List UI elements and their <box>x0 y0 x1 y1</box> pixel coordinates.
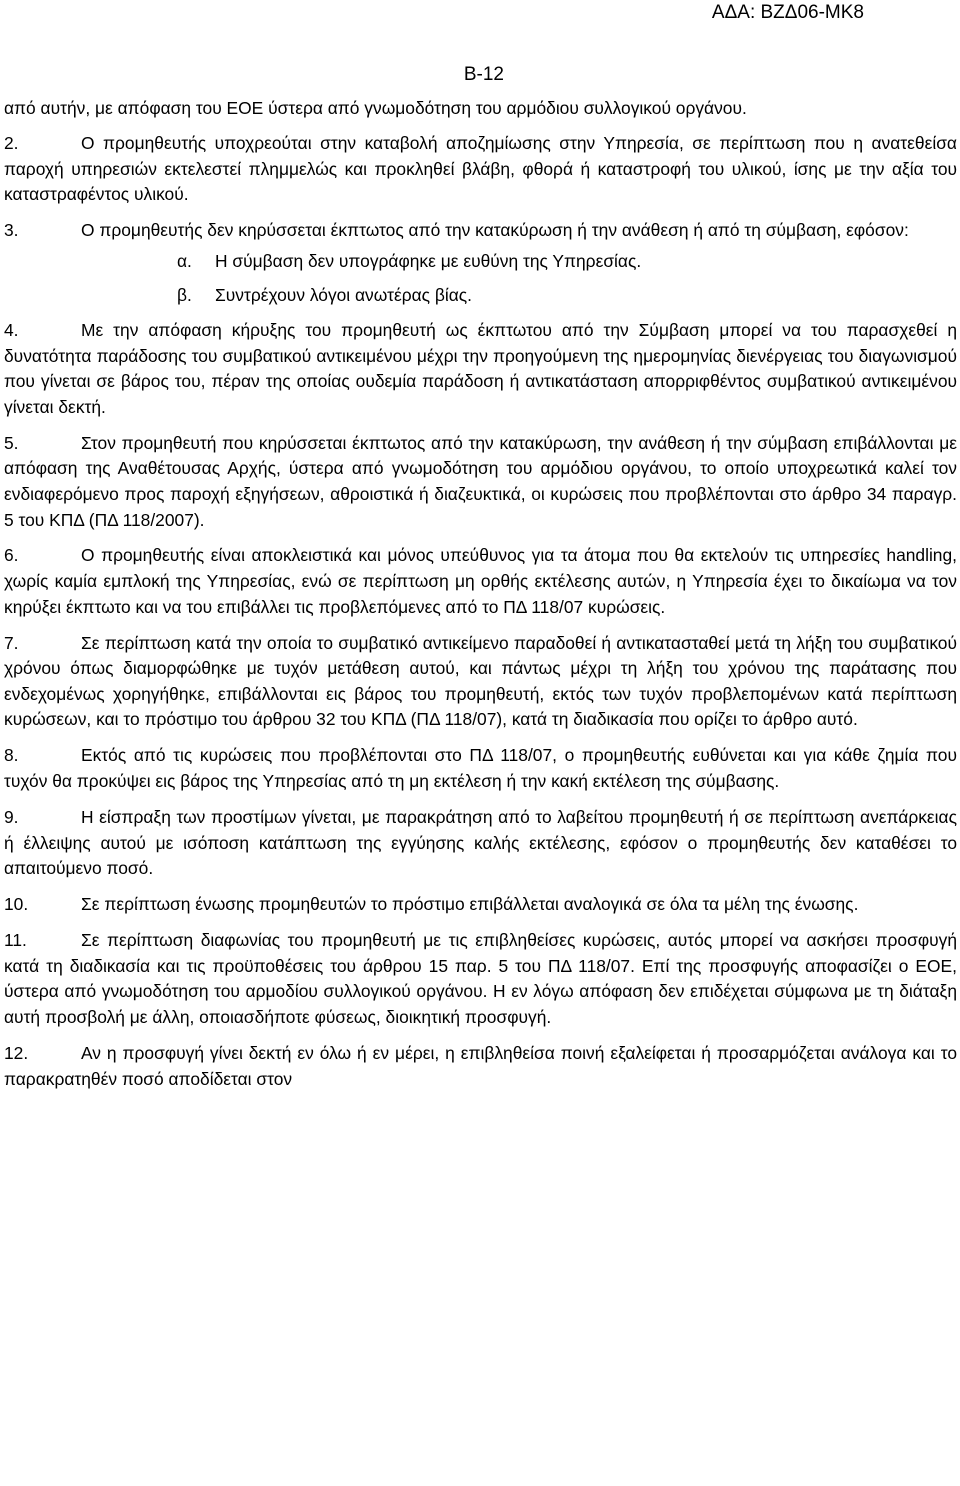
paragraph-5 <box>4 431 957 533</box>
paragraph-12 <box>4 1041 957 1092</box>
paragraph-number: 3. <box>4 220 19 241</box>
paragraph-text: Σε περίπτωση κατά την οποία το συμβατικό αντικείμενο παραδοθεί ή αντικατασταθεί μετά τη λήξη του συμβατικού χρόνου όπως διαμορφώθηκε με τυχόν μετάθεση αυτού, και πάντως μέχρι τη λήξη του χρόνου της παράτασης που ενδεχομένως χορηγήθηκε, επιβάλλονται εις βάρος του προμηθευτή, εκτός των τυχόν προβλεπομένων κατά περίπτωση κυρώσεων, και το πρόστιμο του άρθρου 32 του ΚΠΔ (ΠΔ 118/07), κατά τη διαδικασία που ορίζει το άρθρο αυτό. <box>4 632 957 730</box>
paragraph-2 <box>4 131 957 208</box>
sub-item-list <box>4 248 957 308</box>
sub-item-text: Η σύμβαση δεν υπογράφηκε με ευθύνη της Υπηρεσίας. <box>215 250 642 271</box>
paragraph-6 <box>4 543 957 620</box>
paragraph-text: Σε περίπτωση διαφωνίας του προμηθευτή με τις επιβληθείσες κυρώσεις, αυτός μπορεί να ασκήσει προσφυγή κατά τη διαδικασία και τις προϋποθέσεις του άρθρου 15 παρ. 5 του ΠΔ 118/07. Επί της προσφυγής αποφασίζει ο ΕΟΕ, ύστερα από γνωμοδότηση του αρμοδίου συλλογικού οργάνου. Η εν λόγω απόφαση δεν επιδέχεται σύμφωνα με τη διάταξη αυτή προσβολή με άλλη, οποιασδήποτε φύσεως, διοικητική προσφυγή. <box>4 930 957 1027</box>
paragraph-text: Ο προμηθευτής υποχρεούται στην καταβολή αποζημίωσης στην Υπηρεσία, σε περίπτωση που η ανατεθείσα παροχή υπηρεσιών εκτελεστεί πλημμελώς και προκληθεί βλάβη, φθορά ή καταστροφή του υλικού, ίσης με την αξία του καταστραφέντος υλικού. <box>4 133 957 205</box>
paragraph-number: 12. <box>4 1042 29 1063</box>
paragraph-text: Αν η προσφυγή γίνει δεκτή εν όλω ή εν μέρει, η επιβληθείσα ποινή εξαλείφεται ή προσαρμόζεται ανάλογα και το παρακρατηθέν ποσό αποδίδεται στον <box>4 1042 957 1089</box>
document-code: ΑΔΑ: ΒΖΔ06-ΜΚ8 <box>711 2 864 23</box>
paragraph-text: Ο προμηθευτής δεν κηρύσσεται έκπτωτος από την κατακύρωση ή την ανάθεση ή από τη σύμβαση, εφόσον: <box>81 220 909 241</box>
paragraph-number: 5. <box>4 432 19 453</box>
paragraph-number: 9. <box>4 807 19 827</box>
paragraph-text: Η είσπραξη των προστίμων γίνεται, με παρακράτηση από το λαβείτου προμηθευτή ή σε περίπτωση ανεπάρκειας ή έλλειψης αυτού με ισόποση κατάπτωση της εγγύησης καλής εκτέλεσης, εφόσον ο προμηθευτής δεν καταθέσει το απαιτούμενο ποσό. <box>4 807 957 879</box>
paragraph-number: 2. <box>4 133 19 154</box>
sub-item-letter: β. <box>177 284 192 305</box>
paragraph-3 <box>4 218 957 244</box>
paragraph-11 <box>4 928 957 1030</box>
paragraph-number: 6. <box>4 545 19 566</box>
paragraph-4 <box>4 318 957 420</box>
paragraph-number: 8. <box>4 745 19 766</box>
paragraph-number: 11. <box>4 930 27 951</box>
paragraph-text: Εκτός από τις κυρώσεις που προβλέπονται στο ΠΔ 118/07, ο προμηθευτής ευθύνεται και για κάθε ζημία που τυχόν θα προκύψει εις βάρος της Υπηρεσίας από τη μη εκτέλεση ή την κακή εκτέλεση της σύμβασης. <box>4 745 957 792</box>
sub-item <box>4 282 957 308</box>
paragraph-7 <box>4 631 957 733</box>
paragraph-number: 7. <box>4 632 19 653</box>
sub-item <box>4 248 957 274</box>
paragraph-text: από αυτήν, με απόφαση του ΕΟΕ ύστερα από γνωμοδότηση του αρμόδιου συλλογικού οργάνου. <box>4 98 747 118</box>
paragraph-8 <box>4 743 957 794</box>
continuation-paragraph <box>4 96 957 122</box>
paragraph-number: 10. <box>4 894 29 915</box>
paragraph-text: Σε περίπτωση ένωσης προμηθευτών το πρόστιμο επιβάλλεται αναλογικά σε όλα τα μέλη της ένωσης. <box>81 894 859 915</box>
paragraph-text: Στον προμηθευτή που κηρύσσεται έκπτωτος από την κατακύρωση, την ανάθεση ή την σύμβαση επιβάλλονται με απόφαση της Αναθέτουσας Αρχής, ύστερα από γνωμοδότηση του αρμόδιου οργάνου, το οποίο υποχρεωτικά καλεί τον ενδιαφερόμενο προς παροχή εξηγήσεων, αθροιστικά ή διαζευκτικά, οι κυρώσεις που προβλέπονται στο άρθρο 34 παραγρ. 5 του ΚΠΔ (ΠΔ 118/2007). <box>4 432 957 530</box>
paragraph-number: 4. <box>4 319 19 340</box>
document-body <box>4 96 957 1092</box>
paragraph-10 <box>4 892 957 918</box>
sub-item-letter: α. <box>177 250 192 271</box>
paragraph-text: Ο προμηθευτής είναι αποκλειστικά και μόνος υπεύθυνος για τα άτομα που θα εκτελούν τις υπηρεσίες handling, χωρίς καμία εμπλοκή της Υπηρεσίας, ενώ σε περίπτωση μη ορθής εκτέλεσης αυτών, η Υπηρεσία έχει το δικαίωμα να τον κηρύξει έκπτωτο και να του επιβάλλει τις προβλεπόμενες από το ΠΔ 118/07 κυρώσεις. <box>4 545 957 617</box>
paragraph-9 <box>4 805 957 882</box>
page-number: Β-12 <box>463 64 504 85</box>
paragraph-text: Με την απόφαση κήρυξης του προμηθευτή ως έκπτωτου από την Σύμβαση μπορεί να του παρασχεθεί η δυνατότητα παράδοσης του συμβατικού αντικειμένου μέχρι την προηγούμενη της ημερομηνίας διενέργειας του διαγωνισμού που γίνεται σε βάρος του, πέραν της οποίας ουδεμία παράδοση ή αντικατάσταση απορριφθέντος συμβατικού αντικειμένου γίνεται δεκτή. <box>4 319 957 417</box>
sub-item-text: Συντρέχουν λόγοι ανωτέρας βίας. <box>215 284 473 305</box>
